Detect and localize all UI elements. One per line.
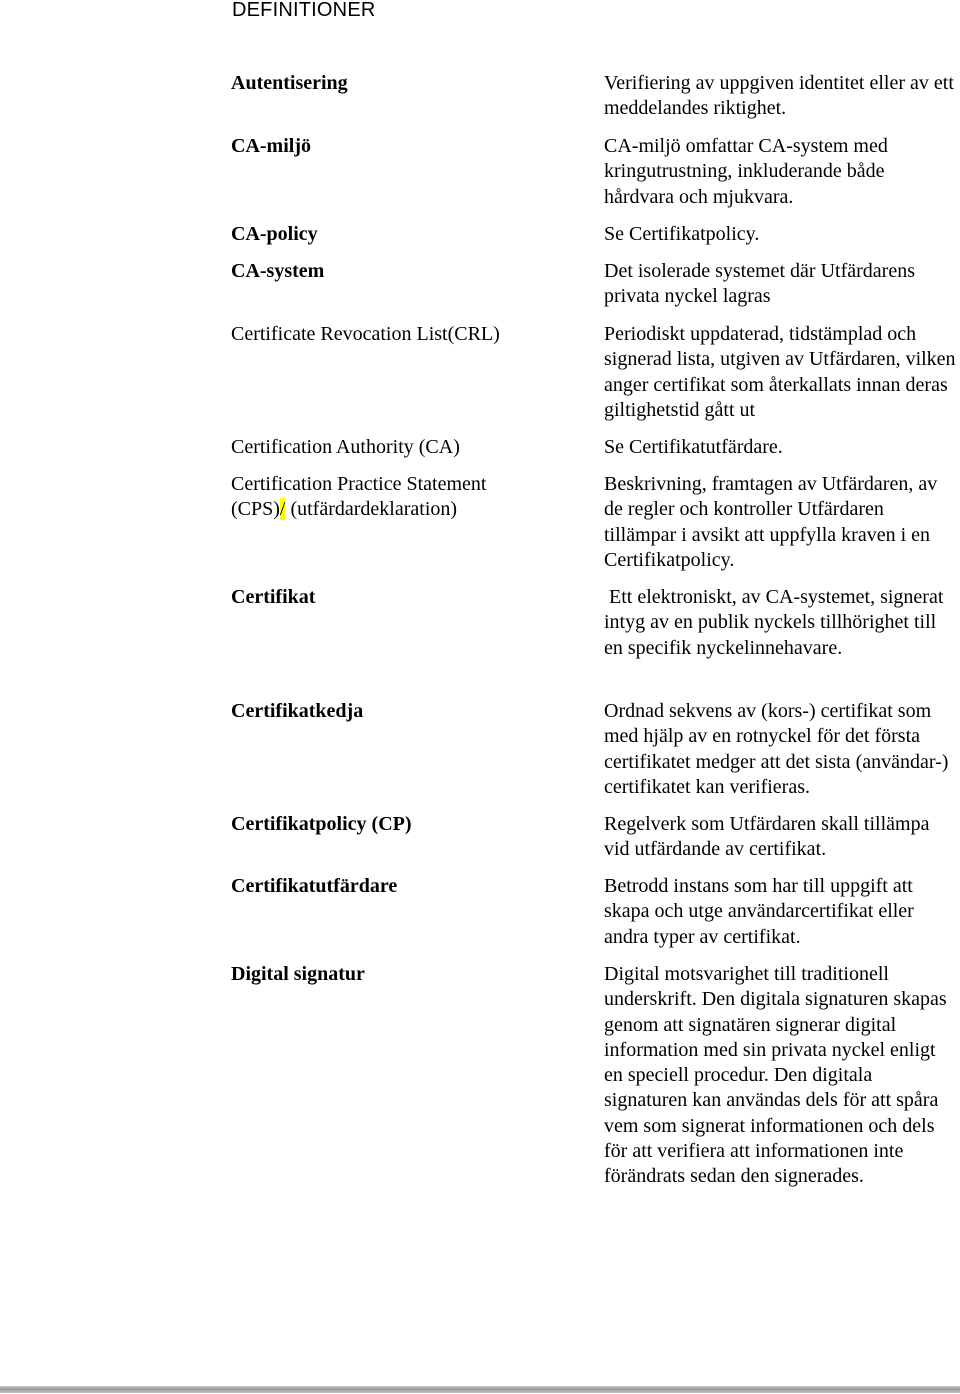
term-digital-signatur: Digital signatur: [231, 963, 365, 985]
definition-ca-system: Det isolerade systemet där Utfärdarens privata nyckel lagras: [604, 260, 915, 308]
definition-ca-policy: Se Certifikatpolicy.: [604, 223, 760, 245]
term-certification-practice-statement: [231, 472, 583, 522]
term-cps-line1: Certification Practice Statement: [231, 473, 487, 495]
definition-certificate-revocation-list: Periodiskt uppdaterad, tidstämplad och signerad lista, utgiven av Utfärdaren, vilken anger certifikat som återkallats innan deras giltighetstid gått ut: [604, 323, 956, 421]
definition-certifikat: Ett elektroniskt, av CA-systemet, signerat intyg av en publik nyckels tillhörighet till en specifik nyckelinnehavare.: [604, 586, 949, 659]
term-ca-miljo: CA-miljö: [231, 135, 311, 157]
term-certificate-revocation-list: Certificate Revocation List(CRL): [231, 323, 500, 345]
footer-rule: [0, 1386, 960, 1393]
definition-ca-miljo: CA-miljö omfattar CA-system med kringutrustning, inkluderande både hårdvara och mjukvara.: [604, 135, 888, 208]
definition-certifikatutfardare: Betrodd instans som har till uppgift att skapa och utge användarcertifikat eller andra typer av certifikat.: [604, 875, 914, 948]
term-cps-abbrev: (CPS): [231, 498, 280, 520]
definition-certifikatpolicy: Regelverk som Utfärdaren skall tillämpa vid utfärdande av certifikat.: [604, 813, 930, 861]
definition-certification-practice-statement: Beskrivning, framtagen av Utfärdaren, av de regler och kontroller Utfärdaren tillämpar i avsikt att uppfylla kraven i en Certifikatpolicy.: [604, 473, 938, 571]
term-ca-system: CA-system: [231, 260, 325, 282]
highlighted-slash: /: [279, 498, 286, 520]
definition-certification-authority: Se Certifikatutfärdare.: [604, 436, 783, 458]
term-certifikatutfardare: Certifikatutfärdare: [231, 875, 398, 897]
term-certifikat: Certifikat: [231, 586, 316, 608]
term-cps-swedish: (utfärdardeklaration): [285, 498, 458, 520]
definition-certifikatkedja: Ordnad sekvens av (kors-) certifikat som med hjälp av en rotnyckel för det första certifikatet medger att det sista (användar-) certifikatet kan verifieras.: [604, 700, 949, 798]
term-autentisering: Autentisering: [231, 72, 348, 94]
term-certifikatpolicy: Certifikatpolicy (CP): [231, 813, 412, 835]
definition-autentisering: Verifiering av uppgiven identitet eller av ett meddelandes riktighet.: [604, 72, 954, 120]
term-certifikatkedja: Certifikatkedja: [231, 700, 364, 722]
definition-digital-signatur: Digital motsvarighet till traditionell underskrift. Den digitala signaturen skapas genom att signatären signerar digital information med sin privata nyckel enligt en speciell procedur. Den digitala signaturen kan användas dels för att spåra vem som signerat informationen och dels för att verifiera att informationen inte förändrats sedan den signerades.: [604, 963, 947, 1188]
page-heading: DEFINITIONER: [232, 0, 376, 21]
term-ca-policy: CA-policy: [231, 223, 318, 245]
term-certification-authority: Certification Authority (CA): [231, 436, 460, 458]
